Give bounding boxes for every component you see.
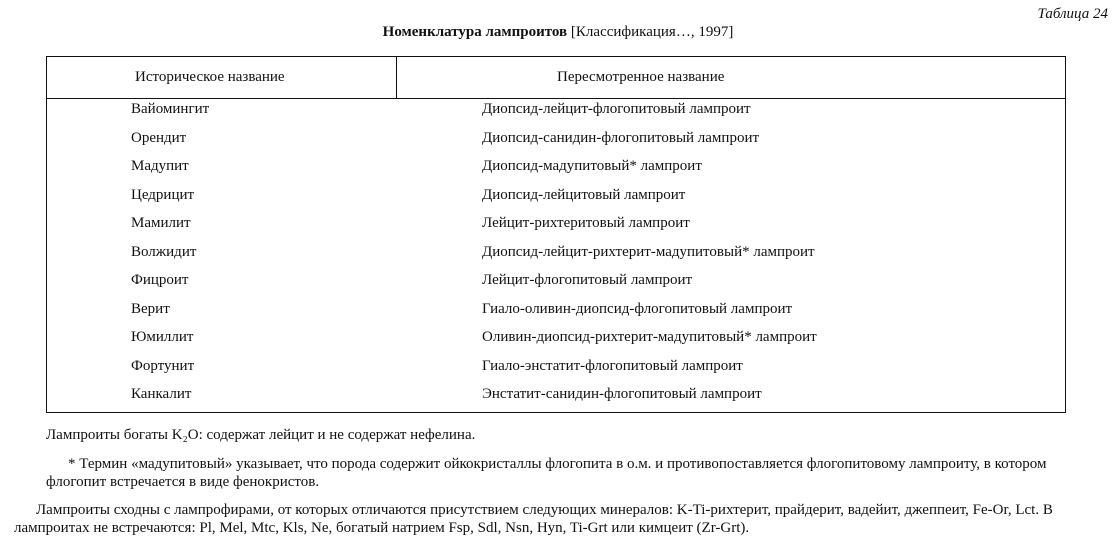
- revised-name-cell: Диопсид-лейцит-флогопитовый лампроит: [482, 101, 751, 117]
- historical-name-cell: Орендит: [131, 129, 187, 146]
- revised-name-cell: Диопсид-мадупитовый* лампроит: [482, 158, 702, 174]
- table-row: [47, 213, 1065, 242]
- table-row: [47, 185, 1065, 214]
- revised-name-cell: Энстатит-санидин-флогопитовый лампроит: [482, 386, 762, 402]
- historical-name-cell: Юмиллит: [131, 329, 194, 345]
- historical-name-cell: Канкалит: [131, 386, 192, 402]
- revised-name-cell: Оливин-диопсид-рихтерит-мадупитовый* лампроит: [482, 329, 817, 345]
- revised-name-cell: Диопсид-лейцит-рихтерит-мадупитовый* лампроит: [482, 243, 815, 260]
- table-row: [47, 156, 1065, 185]
- historical-name-cell: Мамилит: [131, 215, 191, 231]
- caption-title: Номенклатура лампроитов: [382, 24, 568, 40]
- historical-name-cell: Цедрицит: [131, 186, 195, 203]
- historical-name-cell: Фицроит: [131, 272, 189, 288]
- table-row: [47, 327, 1065, 356]
- historical-name-cell: Фортунит: [131, 357, 195, 374]
- caption-source: [Классификация…, 1997]: [567, 24, 734, 40]
- table-caption: [0, 24, 1116, 41]
- historical-name-cell: Верит: [131, 300, 170, 317]
- historical-name-cell: Вайомингит: [131, 101, 210, 117]
- note-madupitic-footnote: * Термин «мадупитовый» указывает, что порода содержит ойкокристаллы флогопита в о.м. и противопоставляется флогопитовому лампроиту, в котором флогопит встречается в виде фенокристов.: [46, 456, 1047, 490]
- revised-name-cell: Гиало-оливин-диопсид-флогопитовый лампроит: [482, 300, 793, 317]
- revised-name-cell: Диопсид-лейцитовый лампроит: [482, 186, 686, 203]
- table-row: [47, 270, 1065, 299]
- revised-name-cell: Диопсид-санидин-флогопитовый лампроит: [482, 129, 760, 146]
- table-number: Таблица 24: [1037, 6, 1108, 22]
- table-row: [47, 99, 1065, 128]
- table-row: [47, 299, 1065, 328]
- note-lamprophyre-comparison: Лампроиты сходны с лампрофирами, от которых отличаются присутствием следующих минералов: K-Ti-рихтерит, прайдерит, вадейит, джеппеит, Fe-Or, Lct. В лампроитах не встречаются: Pl, Mel, Mtc, Kls, Ne, богатый натрием Fsp, Sdl, Nsn, Hyn, Ti-Grt или кимцеит (Zr-Grt).: [14, 502, 1053, 536]
- historical-name-cell: Волжидит: [131, 243, 197, 260]
- header-revised-name: Пересмотренное название: [557, 69, 725, 85]
- revised-name-cell: Лейцит-рихтеритовый лампроит: [482, 215, 690, 231]
- table-row: [47, 128, 1065, 157]
- nomenclature-table: [46, 56, 1066, 413]
- table-body: [47, 99, 1065, 413]
- table-row: [47, 242, 1065, 271]
- table-header-row: [47, 57, 1065, 99]
- historical-name-cell: Мадупит: [131, 158, 189, 174]
- table-row: [47, 384, 1065, 413]
- table-row: [47, 356, 1065, 385]
- revised-name-cell: Гиало-энстатит-флогопитовый лампроит: [482, 357, 743, 374]
- header-historical-name: Историческое название: [135, 69, 285, 85]
- header-column-divider: [396, 57, 397, 99]
- note-potassium: Лампроиты богаты K₂O: содержат лейцит и не содержат нефелина.: [46, 427, 476, 443]
- revised-name-cell: Лейцит-флогопитовый лампроит: [482, 272, 693, 288]
